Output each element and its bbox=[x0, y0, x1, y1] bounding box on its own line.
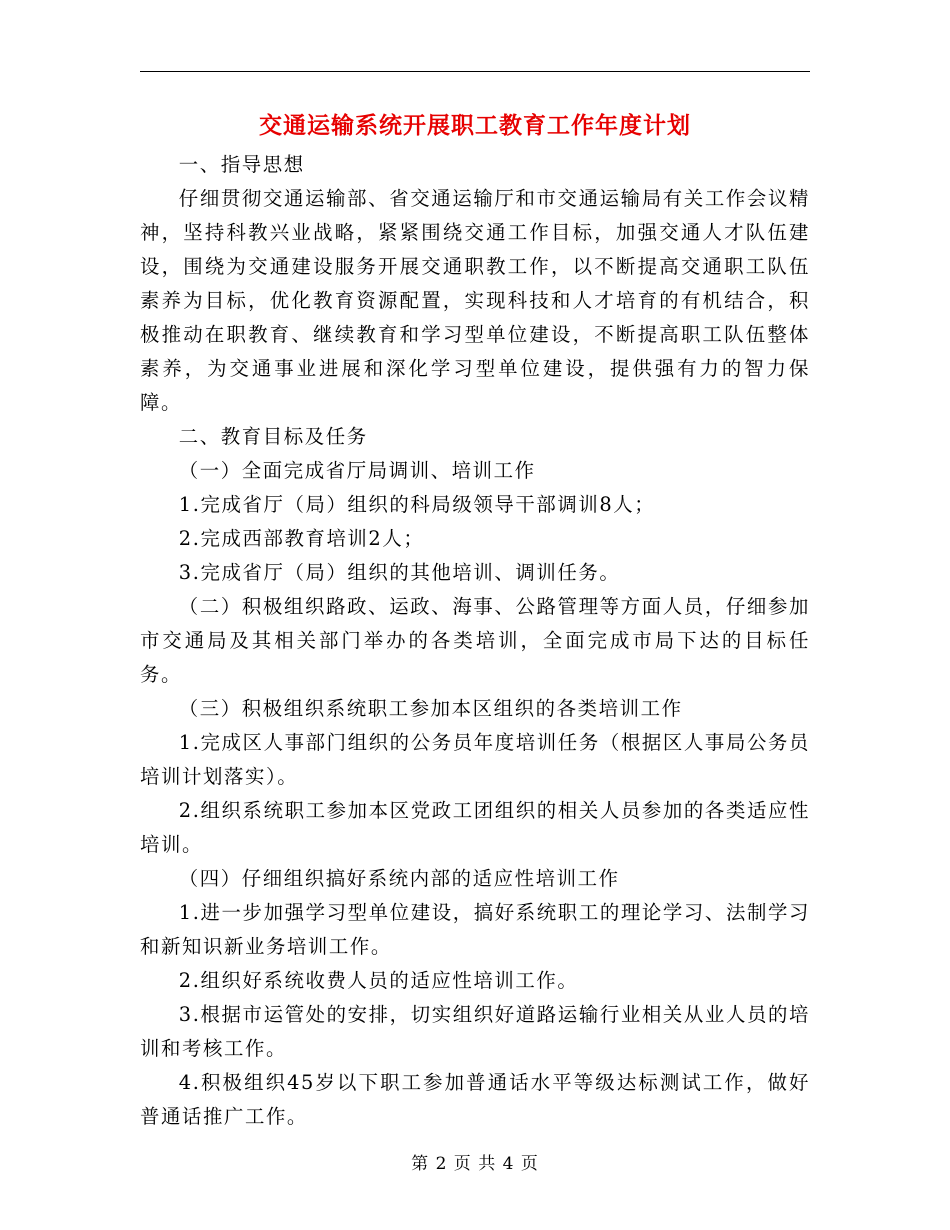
list-item: 1.完成省厅（局）组织的科局级领导干部调训8人； bbox=[178, 493, 656, 516]
list-item: 1.完成区人事部门组织的公务员年度培训任务（根据区人事局公务员培训计划落实）。 bbox=[140, 731, 810, 788]
subsection-heading: （一）全面完成省厅局调训、培训工作 bbox=[178, 459, 536, 482]
header-rule bbox=[140, 71, 810, 72]
list-item: 1.进一步加强学习型单位建设，搞好系统职工的理论学习、法制学习和新知识新业务培训工作。 bbox=[140, 901, 810, 958]
document-body bbox=[140, 148, 810, 1134]
list-item: 2.组织系统职工参加本区党政工团组织的相关人员参加的各类适应性培训。 bbox=[140, 799, 810, 856]
list-item: 2.完成西部教育培训2人； bbox=[178, 527, 425, 550]
list-item: 2.组织好系统收费人员的适应性培训工作。 bbox=[178, 969, 579, 992]
section-heading: 二、教育目标及任务 bbox=[178, 425, 368, 448]
list-item: 4.积极组织45岁以下职工参加普通话水平等级达标测试工作，做好普通话推广工作。 bbox=[140, 1071, 810, 1128]
document-title: 交通运输系统开展职工教育工作年度计划 bbox=[259, 112, 691, 139]
section-heading: 一、指导思想 bbox=[178, 153, 305, 176]
page-number: 第 2 页 共 4 页 bbox=[411, 1154, 539, 1174]
paragraph: 仔细贯彻交通运输部、省交通运输厅和市交通运输局有关工作会议精神，坚持科教兴业战略，紧紧围绕交通工作目标，加强交通人才队伍建设，围绕为交通建设服务开展交通职教工作，以不断提高交通职工队伍素养为目标，优化教育资源配置，实现科技和人才培育的有机结合，积极推动在职教育、继续教育和学习型单位建设，不断提高职工队伍整体素养，为交通事业进展和深化学习型单位建设，提供强有力的智力保障。 bbox=[140, 187, 810, 414]
list-item: 3.根据市运管处的安排，切实组织好道路运输行业相关从业人员的培训和考核工作。 bbox=[140, 1003, 810, 1060]
subsection-heading: （三）积极组织系统职工参加本区组织的各类培训工作 bbox=[178, 697, 683, 720]
list-item: 3.完成省厅（局）组织的其他培训、调训任务。 bbox=[178, 561, 621, 584]
subsection-heading: （四）仔细组织搞好系统内部的适应性培训工作 bbox=[178, 867, 620, 890]
subsection-heading: （二）积极组织路政、运政、海事、公路管理等方面人员，仔细参加市交通局及其相关部门举办的各类培训，全面完成市局下达的目标任务。 bbox=[140, 595, 810, 686]
